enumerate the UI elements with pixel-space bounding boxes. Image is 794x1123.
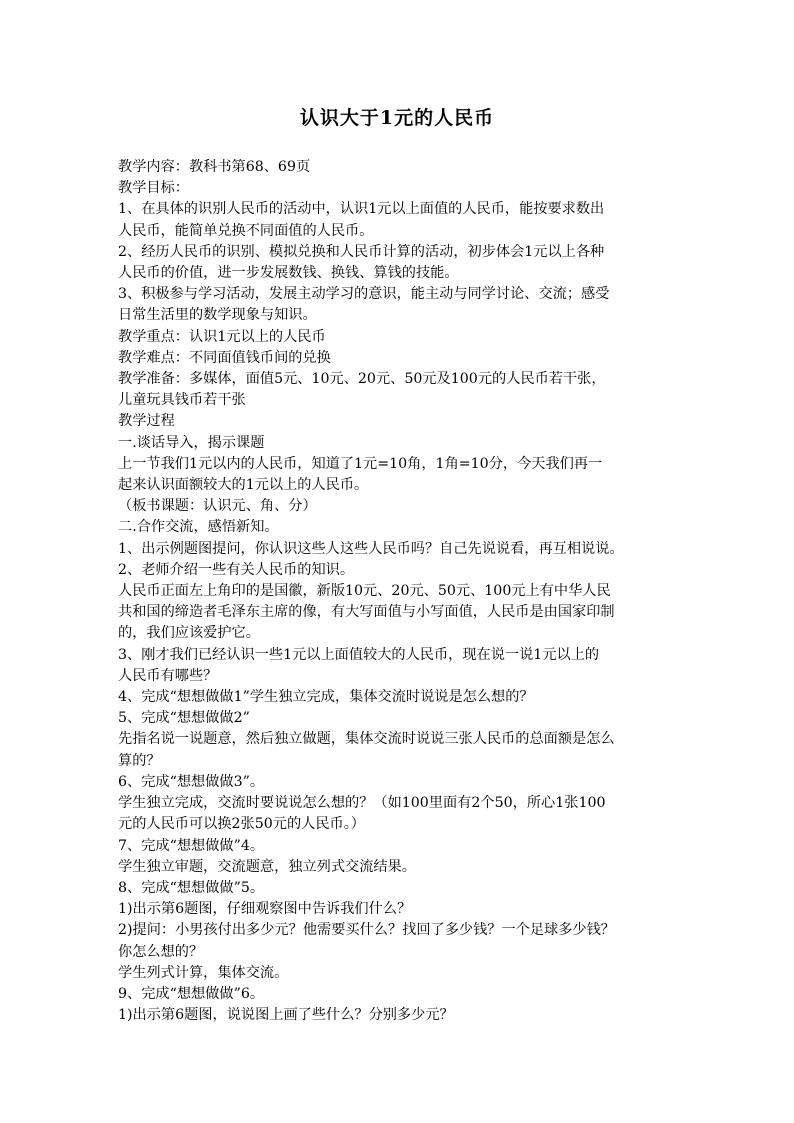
text-line: 人民币正面左上角印的是国徽，新版10元、20元、50元、100元上有中华人民 — [118, 583, 611, 600]
text-line: 二.合作交流，感悟新知。 — [118, 519, 279, 536]
text-line: 学生独立审题，交流题意，独立列式交流结果。 — [118, 858, 416, 875]
text-line: 1)出示第6题图，说说图上画了些什么？分别多少元？ — [118, 1007, 454, 1024]
text-line: 人民币的价值，进一步发展数钱、换钱、算钱的技能。 — [118, 265, 459, 282]
text-line: 日常生活里的数学现象与知识。 — [118, 307, 317, 324]
text-line: 共和国的缔造者毛泽东主席的像，有大写面值与小写面值，人民币是由国家印制 — [118, 604, 615, 621]
text-line: 2、老师介绍一些有关人民币的知识。 — [118, 561, 355, 578]
text-line: 教学重点：认识1元以上的人民币 — [118, 328, 326, 345]
text-line: 儿童玩具钱币若干张 — [118, 392, 246, 409]
text-line: 8、完成“想想做做”5。 — [118, 879, 265, 896]
text-line: 1、在具体的识别人民币的活动中，认识1元以上面值的人民币，能按要求数出 — [118, 201, 605, 218]
text-line: 9、完成“想想做做”6。 — [118, 985, 265, 1002]
text-line: 2、经历人民币的识别、模拟兑换和人民币计算的活动，初步体会1元以上各种 — [118, 243, 605, 260]
text-line: 1、出示例题图提问，你认识这些人这些人民币吗？自己先说说看，再互相说说。 — [118, 540, 624, 557]
text-line: 教学目标： — [118, 180, 189, 197]
text-line: 教学准备：多媒体，面值5元、10元、20元、50元及100元的人民币若干张， — [118, 371, 606, 388]
text-line: 元的人民币可以换2张50元的人民币。） — [118, 816, 365, 833]
text-line: 的，我们应该爱护它。 — [118, 625, 260, 642]
text-line: 学生独立完成，交流时要说说怎么想的？（如100里面有2个50，所心1张100 — [118, 795, 606, 812]
text-line: 3、刚才我们已经认识一些1元以上面值较大的人民币，现在说一说1元以上的 — [118, 646, 600, 663]
text-line: 教学难点：不同面值钱币间的兑换 — [118, 349, 331, 366]
text-line: 7、完成“想想做做”4。 — [118, 837, 265, 854]
text-line: 你怎么想的？ — [118, 943, 204, 960]
text-line: 教学内容：教科书第68、69页 — [118, 159, 311, 175]
text-line: 4、完成“想想做做1”学生独立完成，集体交流时说说是怎么想的？ — [118, 689, 534, 706]
text-line: 2)提问：小男孩付出多少元？他需要买什么？找回了多少钱？一个足球多少钱？ — [118, 922, 615, 939]
document-title: 认识大于1元的人民币 — [299, 107, 495, 129]
text-line: 人民币，能简单兑换不同面值的人民币。 — [118, 222, 374, 239]
text-line: 学生列式计算，集体交流。 — [118, 964, 289, 981]
text-line: 5、完成“想想做做2” — [118, 710, 250, 727]
text-line: 先指名说一说题意，然后独立做题，集体交流时说说三张人民币的总面额是怎么 — [118, 731, 615, 748]
text-line: 教学过程 — [118, 413, 175, 430]
text-line: 3、积极参与学习活动，发展主动学习的意识，能主动与同学讨论、交流；感受 — [118, 286, 610, 303]
text-line: 6、完成“想想做做3”。 — [118, 773, 265, 790]
text-line: 1)出示第6题图，仔细观察图中告诉我们什么？ — [118, 901, 412, 918]
text-line: （板书课题：认识元、角、分） — [118, 498, 317, 515]
text-line: 算的？ — [118, 752, 161, 769]
document-body — [118, 157, 688, 1026]
text-line: 起来认识面额较大的1元以上的人民币。 — [118, 477, 369, 494]
text-line: 一.谈话导入，揭示课题 — [118, 434, 265, 451]
text-line: 上一节我们1元以内的人民币，知道了1元=10角，1角=10分，今天我们再一 — [118, 455, 603, 472]
text-line: 人民币有哪些？ — [118, 667, 218, 684]
